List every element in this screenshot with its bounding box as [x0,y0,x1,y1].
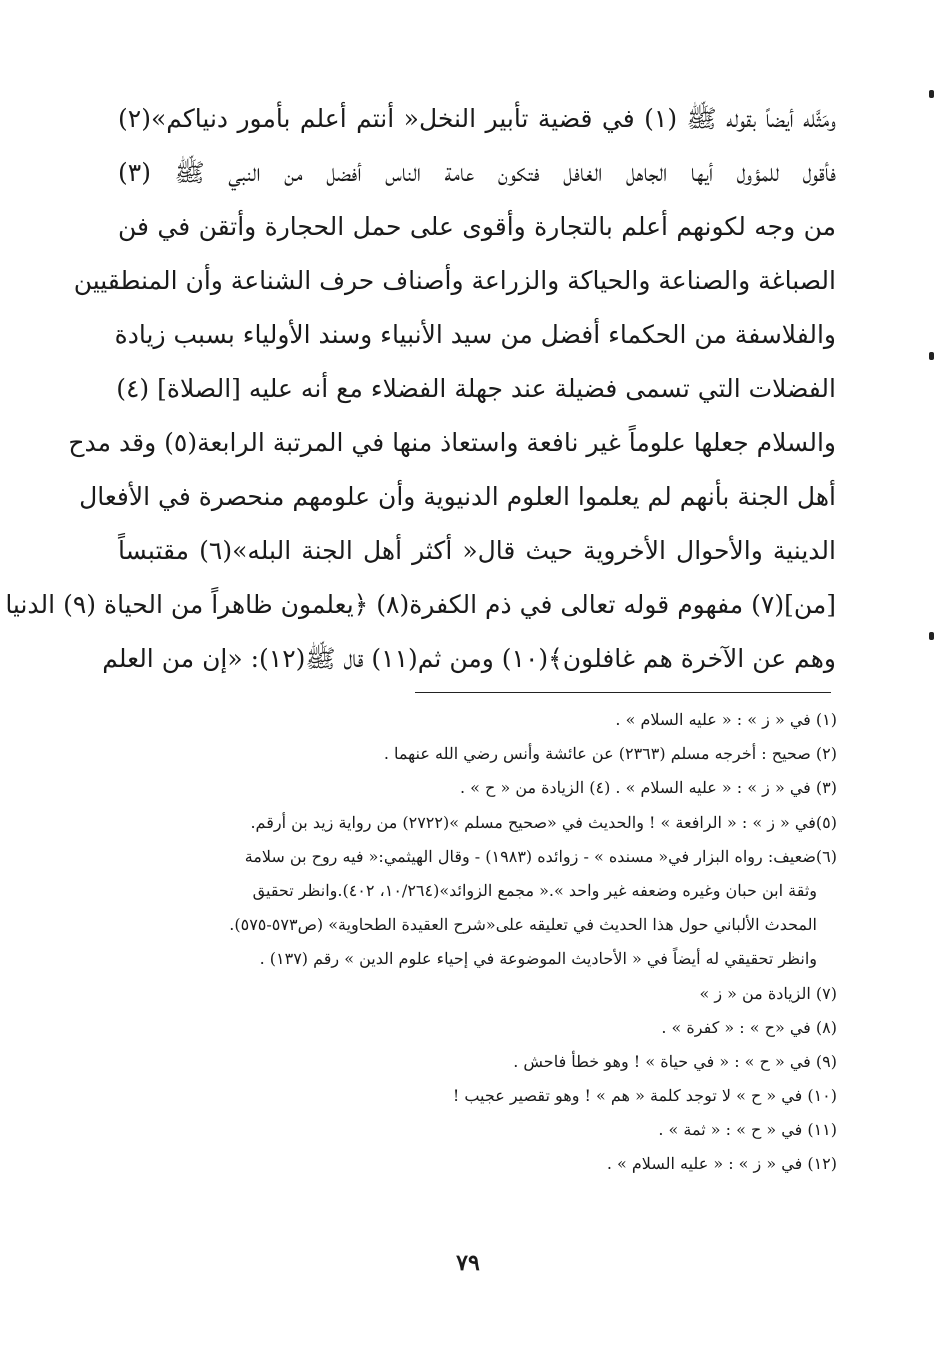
text-line: الفضلات التي تسمى فضيلة عند جهلة الفضلاء مع أنه عليه [الصلاة] (٤) [116,374,836,403]
text-line: أهل الجنة بأنهم لم يعلموا العلوم الدنيوية وأن علومهم منحصرة في الأفعال [79,482,836,511]
footnote: (٩) في « ح » : « في حياة » ! وهو خطأ فاحش . [513,1051,837,1071]
text-line: فأقول للمؤول أيها الجاهل الغافل فتكون عامة الناس أفضل من النبي ﷺ (٣) [118,158,836,187]
text-line: الدينية والأحوال الأخروية حيث قال« أكثر أهل الجنة البله»(٦) مقتبساً [118,536,836,565]
text-line: الصباغة والصناعة والحياكة والزراعة وأصناف حرف الشناعة وأن المنطقيين [73,266,836,295]
text-line: من وجه لكونهم أعلم بالتجارة وأقوى على حمل الحجارة وأتقن في فن [118,212,836,241]
page-number: ٧٩ [456,1250,480,1276]
footnote: (١١) في « ح » : « ثمة » . [658,1120,837,1140]
footnote-divider [415,692,831,693]
text-line: والسلام جعلها علوماً غير نافعة واستعاذ منها في المرتبة الرابعة(٥) وقد مدح [68,428,836,457]
text-line: والفلاسفة من الحكماء أفضل من سيد الأنبياء وسند الأولياء بسبب زيادة [114,320,836,349]
footnotes [100,703,837,1182]
footnote-continuation: وانظر تحقيقي له أيضاً في « الأحاديث الموضوعة في إحياء علوم الدين » رقم (١٣٧) . [259,949,817,969]
footnote: (٣) في « ز » : « عليه السلام » . (٤) الزيادة من « ح » . [460,778,837,798]
text-line: [من](٧) مفهوم قوله تعالى في ذم الكفرة(٨) ﴿يعلمون ظاهراً من الحياة (٩) الدنيا [5,590,836,619]
footnote: (٧) الزيادة من « ز » [699,983,837,1003]
footnote: (١٢) في « ز » : « عليه السلام » . [606,1154,837,1174]
footnote: (٥)في « ز » : « الرافعة » ! والحديث في «صحيح مسلم »(٢٧٢٢) من رواية زيد بن أرقم. [250,812,837,832]
footnote: (٦)ضعيف: رواه البزار في« مسنده » - زوائده (١٩٨٣) - وقال الهيثمي:« فيه روح بن سلامة [244,846,837,866]
text-line: ومَثَّله أيضاً بقوله ﷺ (١) في قضية تأبير النخل« أنتم أعلم بأمور دنياكم»(٢) [118,104,836,133]
footnote: (١) في « ز » : « عليه السلام » . [615,710,837,729]
footnote: (٨) في «ح » : « كفرة » . [661,1017,837,1037]
footnote-continuation: وثقة ابن حبان وغيره وضعفه غير واحد ».« مجمع الزوائد»(١٠/٢٦٤، ٤٠٢).وانظر تحقيق [252,880,817,900]
text-line: وهم عن الآخرة هم غافلون﴾(١٠) ومن ثم(١١) قال ﷺ(١٢): «إن من العلم [102,644,836,673]
margin-dot [929,352,934,360]
footnote: (١٠) في « ح » لا توجد كلمة « هم » ! وهو تقصير عجيب ! [452,1086,837,1106]
footnote-continuation: المحدث الألباني حول هذا الحديث في تعليقه على«شرح العقيدة الطحاوية» (ص٥٧٣-٥٧٥). [229,915,817,935]
margin-dot [929,90,934,98]
margin-dot [929,632,934,640]
footnote: (٢) صحيح : أخرجه مسلم (٢٣٦٣) عن عائشة وأنس رضي الله عنهما . [383,744,837,764]
main-text [5,92,836,686]
